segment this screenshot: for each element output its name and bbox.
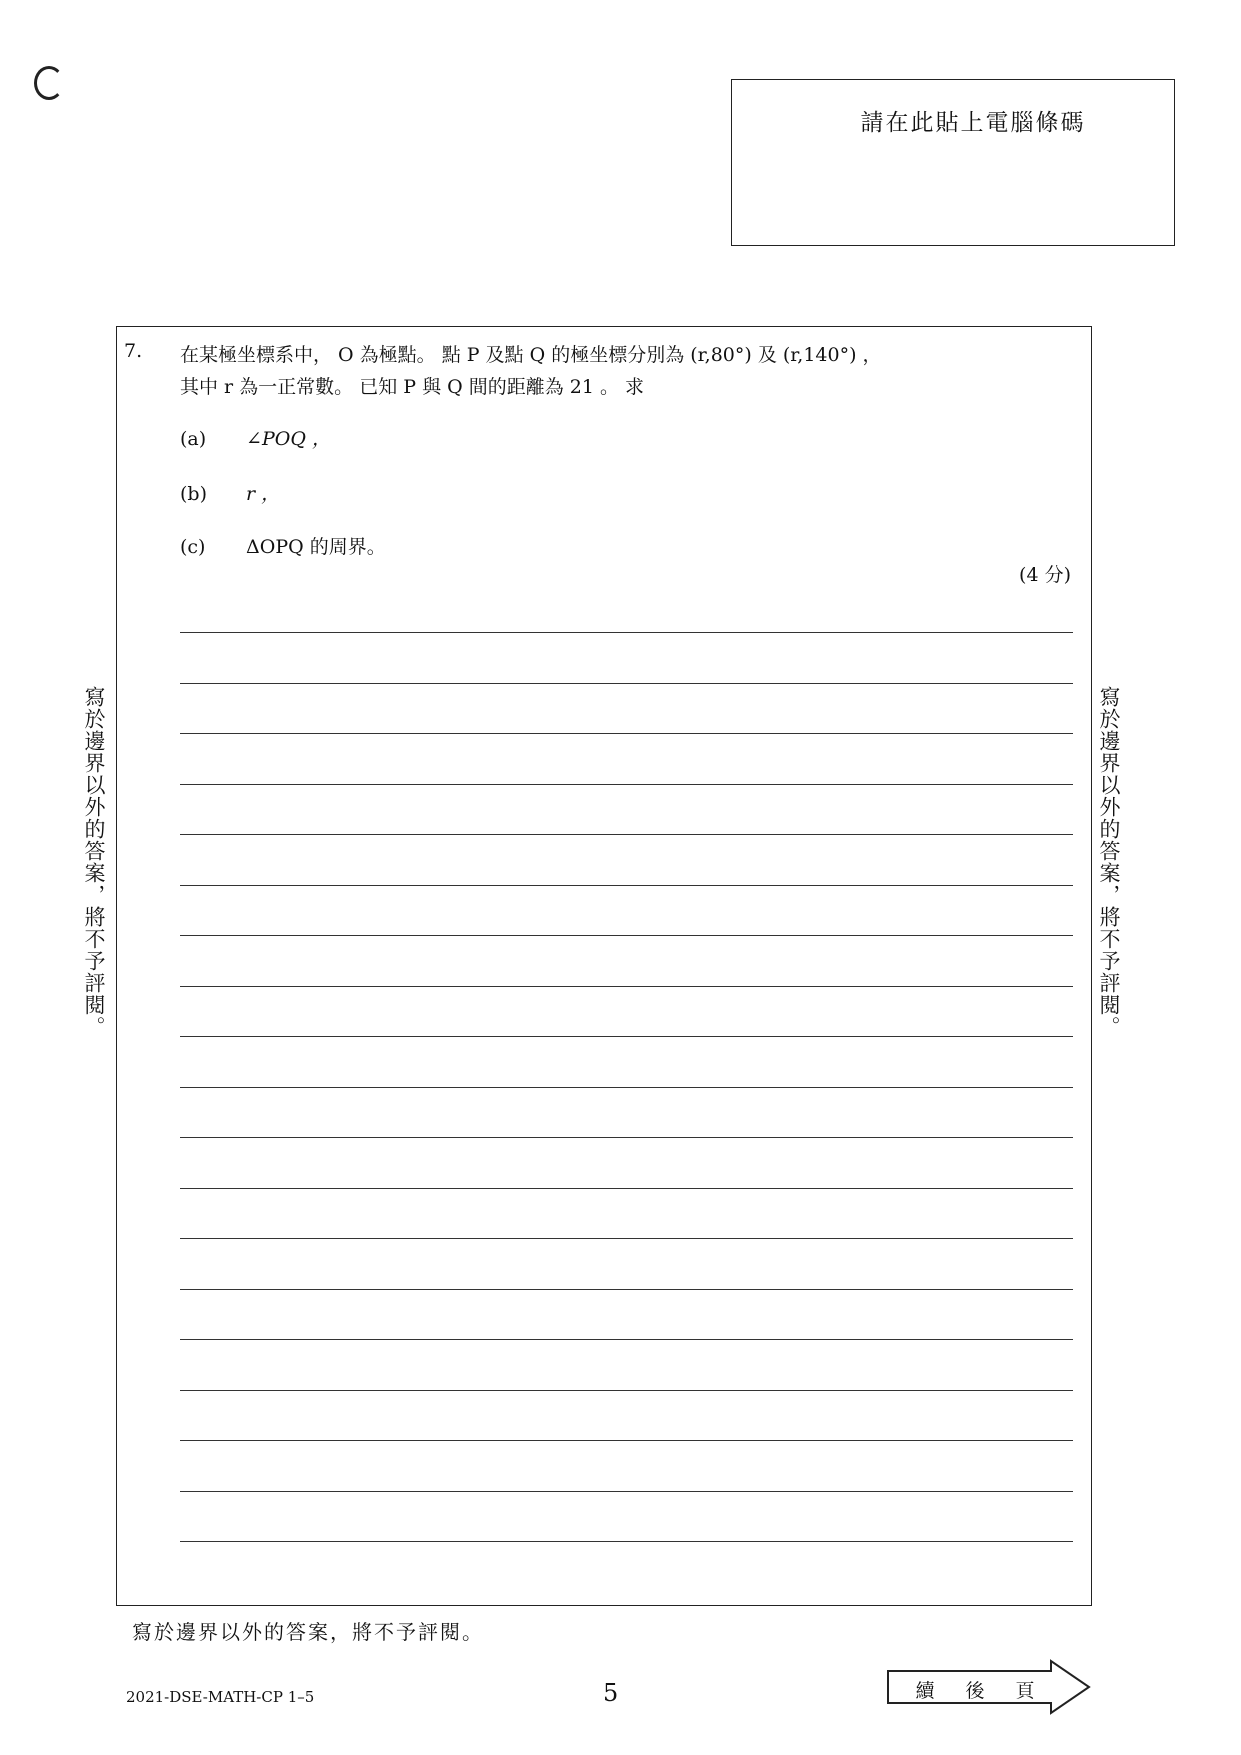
part-label: (c) [180,536,206,558]
barcode-label: 請在此貼上電腦條碼 [860,110,1086,136]
part-text: r ， [246,483,281,505]
answer-line [180,683,1073,684]
answer-line [180,1289,1073,1290]
answer-line [180,935,1073,936]
continue-char: 續 [915,1680,935,1702]
part-text: ∠POQ ， [246,428,331,450]
answer-line [180,1036,1073,1037]
question-text-line-2: 其中 r 為一正常數。 已知 P 與 Q 間的距離為 21 。 求 [180,376,645,398]
continue-label [900,1676,1050,1703]
answer-line [180,632,1073,633]
part-label: (b) [180,483,207,505]
answer-line [180,1238,1073,1239]
answer-line [180,1491,1073,1492]
left-margin-note: 寫於邊界以外的答案，將不予評閱。 [82,686,106,1038]
answer-line [180,1339,1073,1340]
answer-line [180,1188,1073,1189]
marks-allocation: (4 分) [1019,564,1071,586]
answer-area-border [116,326,1092,1606]
answer-line [180,885,1073,886]
answer-line [180,1390,1073,1391]
answer-line [180,1541,1073,1542]
question-part-a [180,424,331,451]
question-text-line-1: 在某極坐標系中， O 為極點。 點 P 及點 Q 的極坐標分別為 (r,80°) 及 (r,140°) ， [180,344,882,366]
continue-char: 頁 [1015,1680,1035,1702]
barcode-sticker-area [731,79,1175,246]
page-number: 5 [603,1679,619,1707]
bottom-margin-note: 寫於邊界以外的答案，將不予評閱。 [132,1620,484,1644]
answer-line [180,784,1073,785]
continue-next-page-arrow [886,1659,1092,1715]
question-number: 7. [124,340,143,362]
answer-line [180,733,1073,734]
part-text: ΔOPQ 的周界。 [246,536,386,558]
answer-line [180,986,1073,987]
answer-line [180,834,1073,835]
answer-line [180,1087,1073,1088]
continue-char: 後 [965,1680,985,1702]
question-part-c [180,532,386,559]
right-margin-note: 寫於邊界以外的答案，將不予評閱。 [1097,686,1121,1038]
paper-code: 2021-DSE-MATH-CP 1–5 [126,1688,315,1706]
question-part-b [180,479,280,506]
answer-line [180,1137,1073,1138]
part-label: (a) [180,428,207,450]
answer-line [180,1440,1073,1441]
registration-mark [34,66,64,100]
